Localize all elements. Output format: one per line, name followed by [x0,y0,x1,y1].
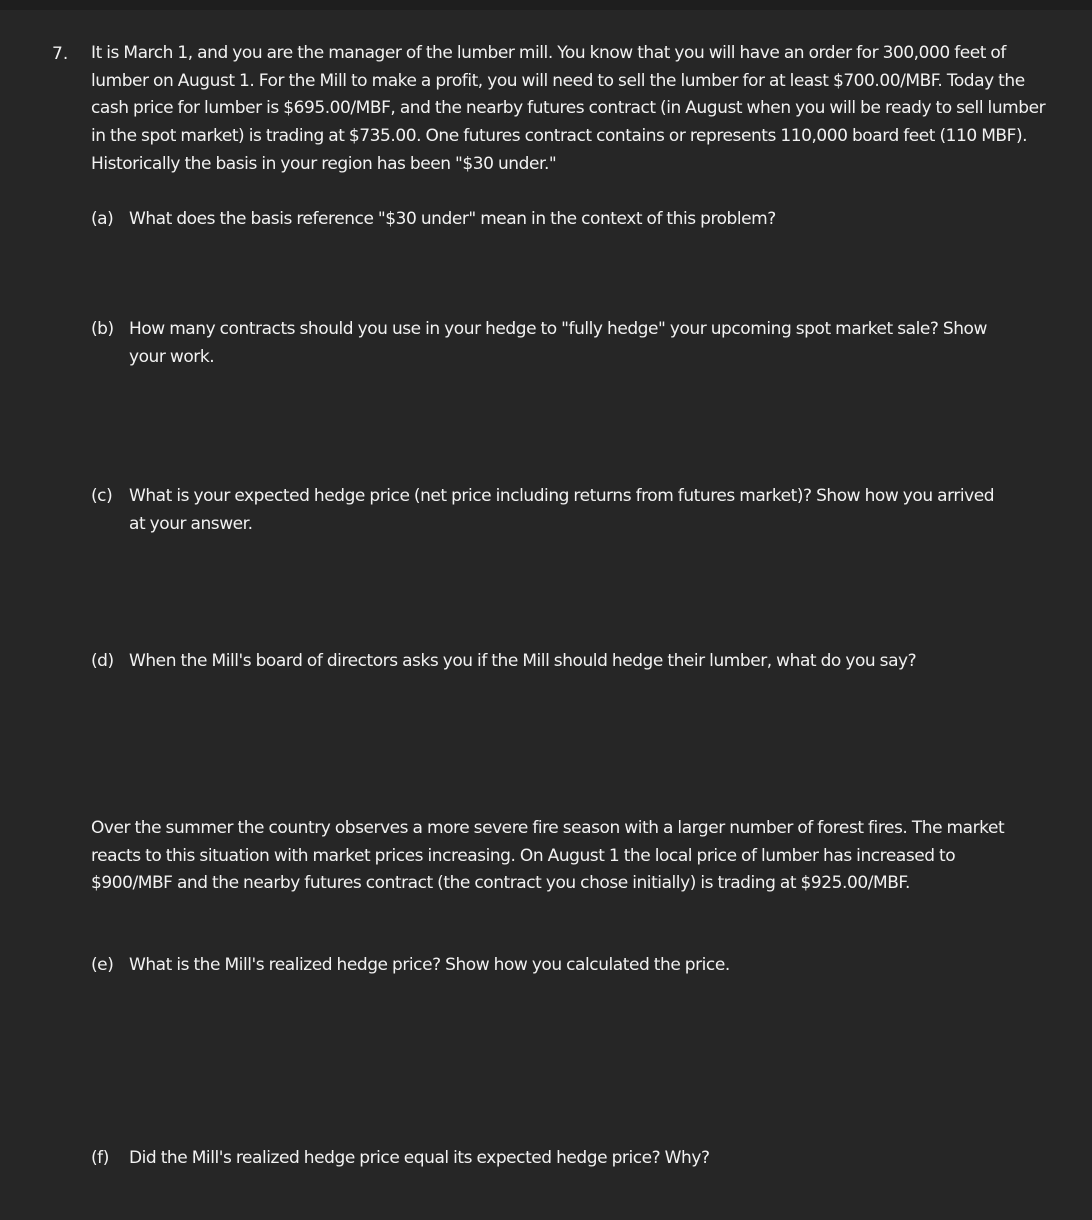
top-band [0,0,1092,10]
part-e [91,952,1051,980]
part-f-text: Did the Mill's realized hedge price equal its expected hedge price? Why? [129,1148,710,1168]
scenario-paragraph: Over the summer the country observes a more severe fire season with a larger number of forest fires. The market reacts to this situation with market prices increasing. On August 1 the local price of lumber has increased to $900/MBF and the nearby futures contract (the contract you chose initially) is trading at $925.00/MBF. [91,818,1005,894]
part-d-text: When the Mill's board of directors asks you if the Mill should hedge their lumber, what do you say? [129,651,917,671]
part-b-text: How many contracts should you use in your hedge to "fully hedge" your upcoming spot market sale? Show your work. [129,319,987,367]
part-f-label: (f) [91,1148,109,1168]
part-d-label: (d) [91,651,114,671]
part-c [91,483,1051,538]
question-intro: It is March 1, and you are the manager of the lumber mill. You know that you will have an order for 300,000 feet of lumber on August 1. For the Mill to make a profit, you will need to sell the lumber for at least $700.00/MBF. Today the cash price for lumber is $695.00/MBF, and the nearby futures contract (in August when you will be ready to sell lumber in the spot market) is trading at $735.00. One futures contract contains or represents 110,000 board feet (110 MBF). Historically the basis in your region has been "$30 under." [91,43,1046,174]
part-b [91,316,1051,371]
part-b-label: (b) [91,319,114,339]
part-d [91,648,1051,676]
part-a-text: What does the basis reference "$30 under" mean in the context of this problem? [129,209,776,229]
part-e-label: (e) [91,955,114,975]
part-f [91,1145,1051,1173]
part-a [91,206,1051,234]
part-c-label: (c) [91,486,113,506]
part-e-text: What is the Mill's realized hedge price? Show how you calculated the price. [129,955,730,975]
part-a-label: (a) [91,209,114,229]
part-c-text: What is your expected hedge price (net price including returns from futures market)? Show how you arrived at your answer. [129,486,995,534]
question-number: 7. [52,44,69,64]
